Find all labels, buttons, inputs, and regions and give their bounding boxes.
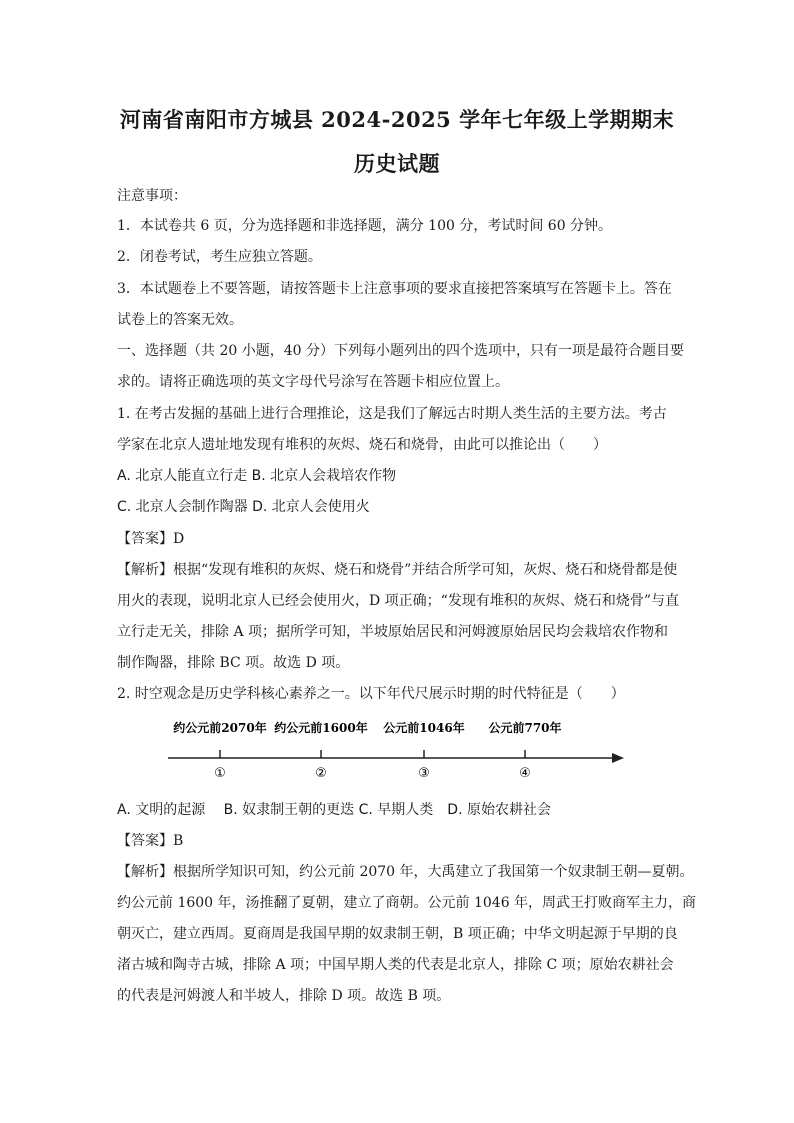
question-2-analysis: 朝灭亡，建立西周。夏商周是我国早期的奴隶制王朝，B 项正确；中华文明起源于早期的良 — [117, 926, 678, 942]
note-item: 1．本试卷共 6 页，分为选择题和非选择题，满分 100 分，考试时间 60 分钟。 — [117, 218, 613, 234]
timeline-label: 约公元前1600年 — [274, 721, 368, 735]
timeline-label: 约公元前2070年 — [173, 721, 267, 735]
question-1-answer: 【答案】D — [117, 531, 185, 547]
notes-heading: 注意事项： — [117, 188, 187, 204]
timeline-number: ② — [315, 766, 327, 781]
timeline-number: ① — [214, 766, 226, 781]
question-2-stem: 2. 时空观念是历史学科核心素养之一。以下年代尺展示时期的时代特征是（ ） — [117, 686, 625, 702]
timeline-number: ③ — [418, 766, 430, 781]
question-1-analysis: 制作陶器，排除 BC 项。故选 D 项。 — [117, 655, 350, 671]
question-2-options: A. 文明的起源 B. 奴隶制王朝的更迭 C. 早期人类 D. 原始农耕社会 — [117, 802, 551, 818]
question-1-analysis: 立行走无关，排除 A 项；据所学可知，半坡原始居民和河姆渡原始居民均会栽培农作物和 — [117, 624, 669, 640]
question-1-analysis: 【解析】根据“发现有堆积的灰烬、烧石和烧骨”并结合所学可知，灰烬、烧石和烧骨都是使 — [117, 562, 678, 578]
note-item: 2．闭卷考试，考生应独立答题。 — [117, 249, 322, 265]
section-instructions: 一、选择题（共 20 小题，40 分）下列每小题列出的四个选项中，只有一项是最符合题目要 — [117, 343, 684, 359]
timeline-figure — [166, 716, 626, 782]
question-2-analysis: 【解析】根据所学知识可知，约公元前 2070 年，大禹建立了我国第一个奴隶制王朝—夏朝。 — [117, 864, 694, 880]
document-title: 河南省南阳市方城县 2024-2025 学年七年级上学期期末 — [119, 107, 675, 132]
timeline-label: 公元前1046年 — [383, 721, 465, 735]
question-1-options: A. 北京人能直立行走 B. 北京人会栽培农作物 — [117, 468, 397, 484]
question-1-stem: 学家在北京人遗址地发现有堆积的灰烬、烧石和烧骨，由此可以推论出（ ） — [117, 437, 607, 453]
note-item: 3．本试题卷上不要答题，请按答题卡上注意事项的要求直接把答案填写在答题卡上。答在 — [117, 281, 672, 297]
question-1-options: C. 北京人会制作陶器 D. 北京人会使用火 — [117, 499, 370, 515]
section-instructions: 求的。请将正确选项的英文字母代号涂写在答题卡相应位置上。 — [117, 374, 509, 390]
question-2-analysis: 约公元前 1600 年，汤推翻了夏朝，建立了商朝。公元前 1046 年，周武王打败商军主力，商 — [117, 895, 697, 911]
timeline-arrow — [612, 753, 624, 763]
timeline-number: ④ — [519, 766, 531, 781]
question-2-analysis: 渚古城和陶寺古城，排除 A 项；中国早期人类的代表是北京人，排除 C 项；原始农耕社会 — [117, 957, 674, 973]
question-2-answer: 【答案】B — [117, 833, 184, 849]
question-1-analysis: 用火的表现，说明北京人已经会使用火，D 项正确；“发现有堆积的灰烬、烧石和烧骨”与直 — [117, 593, 679, 609]
note-item: 试卷上的答案无效。 — [117, 312, 243, 328]
question-1-stem: 1. 在考古发掘的基础上进行合理推论，这是我们了解远古时期人类生活的主要方法。考古 — [117, 406, 667, 422]
timeline-label: 公元前770年 — [488, 721, 562, 735]
document-subtitle: 历史试题 — [354, 151, 440, 176]
question-2-analysis: 的代表是河姆渡人和半坡人，排除 D 项。故选 B 项。 — [117, 988, 451, 1004]
